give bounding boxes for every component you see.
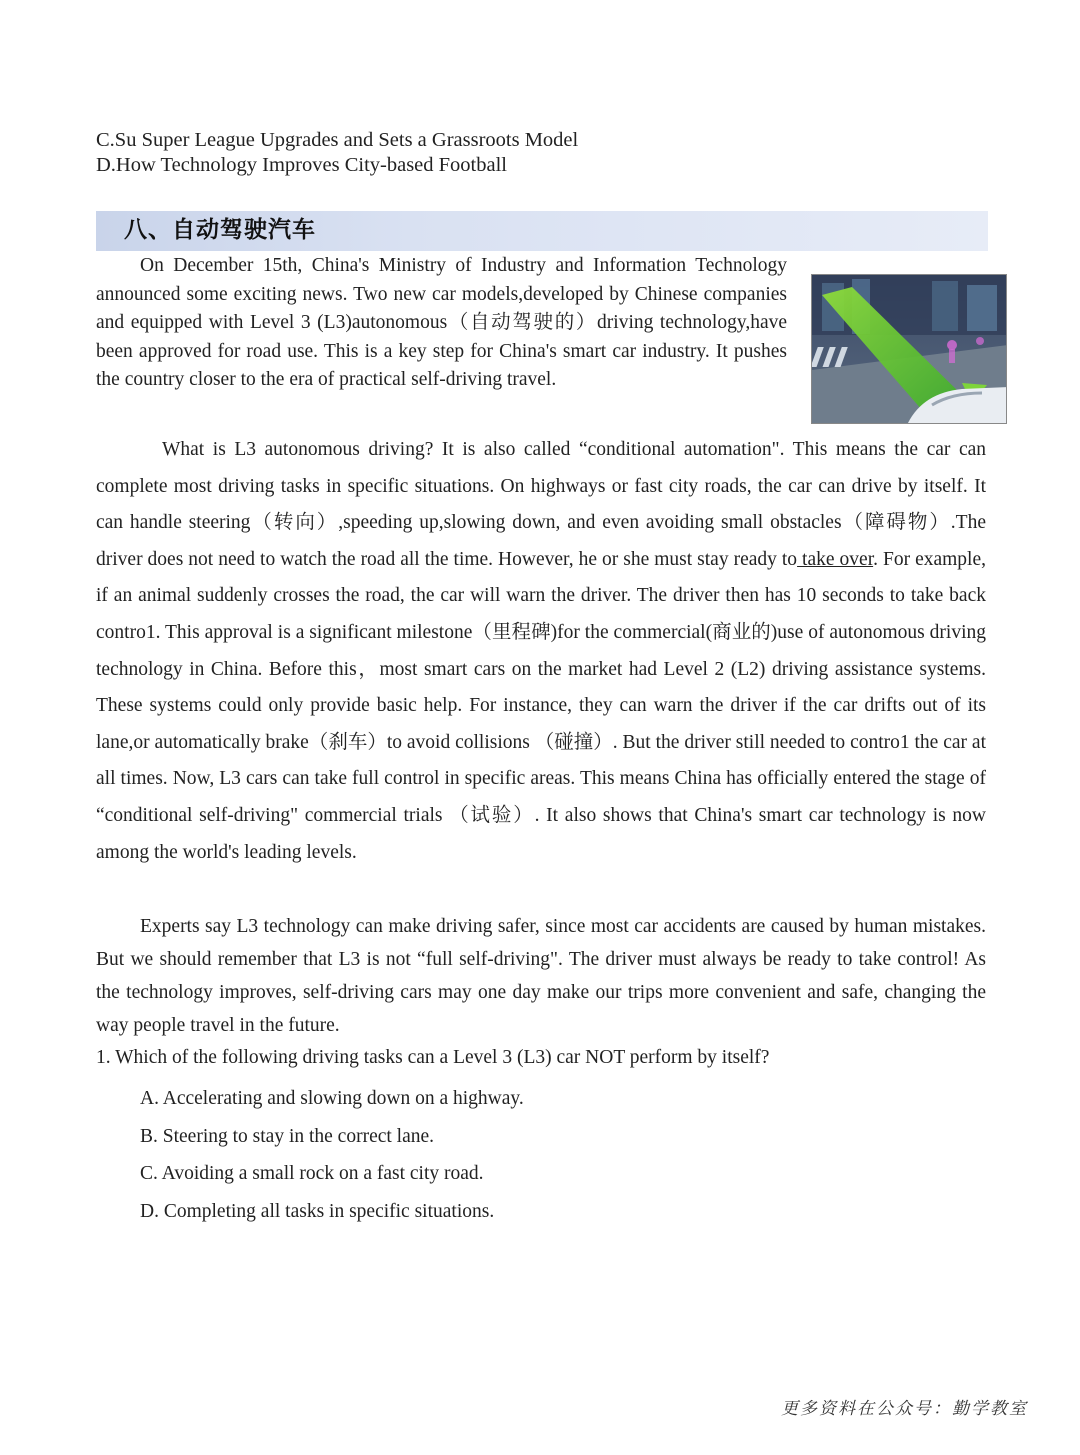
previous-question-options <box>96 128 996 178</box>
section-header <box>96 211 988 251</box>
paragraph-2 <box>96 432 986 871</box>
previous-option-d: D.How Technology Improves City-based Football <box>96 154 507 176</box>
section-title: 八、自动驾驶汽车 <box>124 217 316 243</box>
underlined-phrase-take-over: take over <box>797 548 874 570</box>
question-1-options <box>140 1080 980 1230</box>
footer-watermark: 更多资料在公众号：勤学教室 <box>781 1399 1028 1419</box>
paragraph-3: Experts say L3 technology can make driving safer, since most car accidents are caused by human mistakes. But we should remember that L3 is not “full self-driving". The driver must always be ready to take control! As the technology improves, self-driving cars may one day make our trips more convenient and safe, changing the way people travel in the future. <box>96 916 986 1036</box>
question-1-stem: 1. Which of the following driving tasks can a Level 3 (L3) car NOT perform by itself? <box>96 1047 770 1068</box>
option-b: B. Steering to stay in the correct lane. <box>140 1125 435 1147</box>
option-d: D. Completing all tasks in specific situations. <box>140 1200 495 1222</box>
autonomous-car-image <box>811 274 1007 424</box>
option-a: A. Accelerating and slowing down on a highway. <box>140 1088 524 1109</box>
paragraph-2-text-a: What is L3 autonomous driving? It is also called “conditional automation". This means the car can complete most driving tasks in specific situations. On highways or fast city roads, the car can drive by itself. It can handle steering（转向）,speeding up,slowing down, and even avoiding small obstacles（障碍物）.The driver does not need to watch the road all the time. However, he or she must stay ready to <box>96 439 986 570</box>
previous-option-c: C.Su Super League Upgrades and Sets a Grassroots Model <box>96 129 579 151</box>
paragraph-2-text-b: . For example, if an animal suddenly crosses the road, the car will warn the driver. The driver then has 10 seconds to take back contro1. This approval is a significant milestone（里程碑)for the commercial(商业的)use of autonomous driving technology in China. Before this，most smart cars on the market had Level 2 (L2) driving assistance systems. These systems could only provide basic help. For instance, they can warn the driver if the car drifts out of its lane,or automatically brake（刹车）to avoid collisions （碰撞）. But the driver still needed to contro1 the car at all times. Now, L3 cars can take full control in specific areas. This means China has officially entered the stage of “conditional self-driving" commercial trials （试验）. It also shows that China's smart car technology is now among the world's leading levels. <box>96 548 986 863</box>
paragraph-1: On December 15th, China's Ministry of Industry and Information Technology announced some exciting news. Two new car models,developed by Chinese companies and equipped with Level 3 (L3)autonomous（自动驾驶的）driving technology,have been approved for road use. This is a key step for China's smart car industry. It pushes the country closer to the era of practical self-driving travel. <box>96 255 787 390</box>
option-c: C. Avoiding a small rock on a fast city road. <box>140 1163 484 1184</box>
